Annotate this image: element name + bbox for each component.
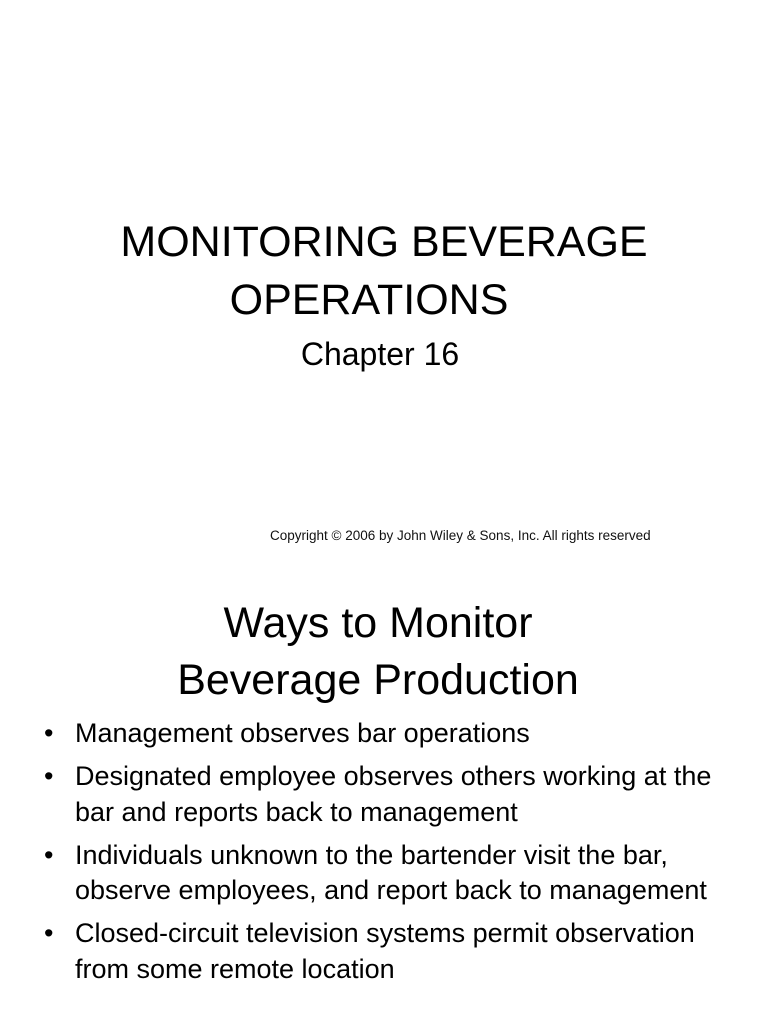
bullet-item (0, 759, 768, 830)
bullet-list (0, 716, 768, 995)
bullet-icon: • (44, 718, 54, 748)
bullet-item (0, 716, 768, 752)
copyright-notice: Copyright © 2006 by John Wiley & Sons, Inc. All rights reserved (270, 528, 651, 543)
slide-heading-line-1: Ways to Monitor (223, 599, 533, 647)
slide-title-line-2: OPERATIONS (229, 276, 509, 324)
bullet-icon: • (44, 839, 54, 870)
content-slide (0, 576, 768, 1024)
bullet-text: Closed-circuit television systems permit observation from some remote location (75, 918, 695, 984)
bullet-icon: • (44, 761, 54, 791)
bullet-text: Individuals unknown to the bartender visit the bar, observe employees, and report back to management (75, 839, 707, 905)
bullet-icon: • (44, 918, 54, 948)
chapter-subtitle: Chapter 16 (300, 336, 460, 372)
slide-title-line-1: MONITORING BEVERAGE (120, 218, 648, 266)
bullet-item (0, 838, 768, 909)
slide-heading-line-2: Beverage Production (177, 656, 579, 704)
bullet-text: Designated employee observes others working at the bar and reports back to management (75, 761, 712, 827)
bullet-item (0, 916, 768, 987)
bullet-text: Management observes bar operations (75, 718, 530, 748)
